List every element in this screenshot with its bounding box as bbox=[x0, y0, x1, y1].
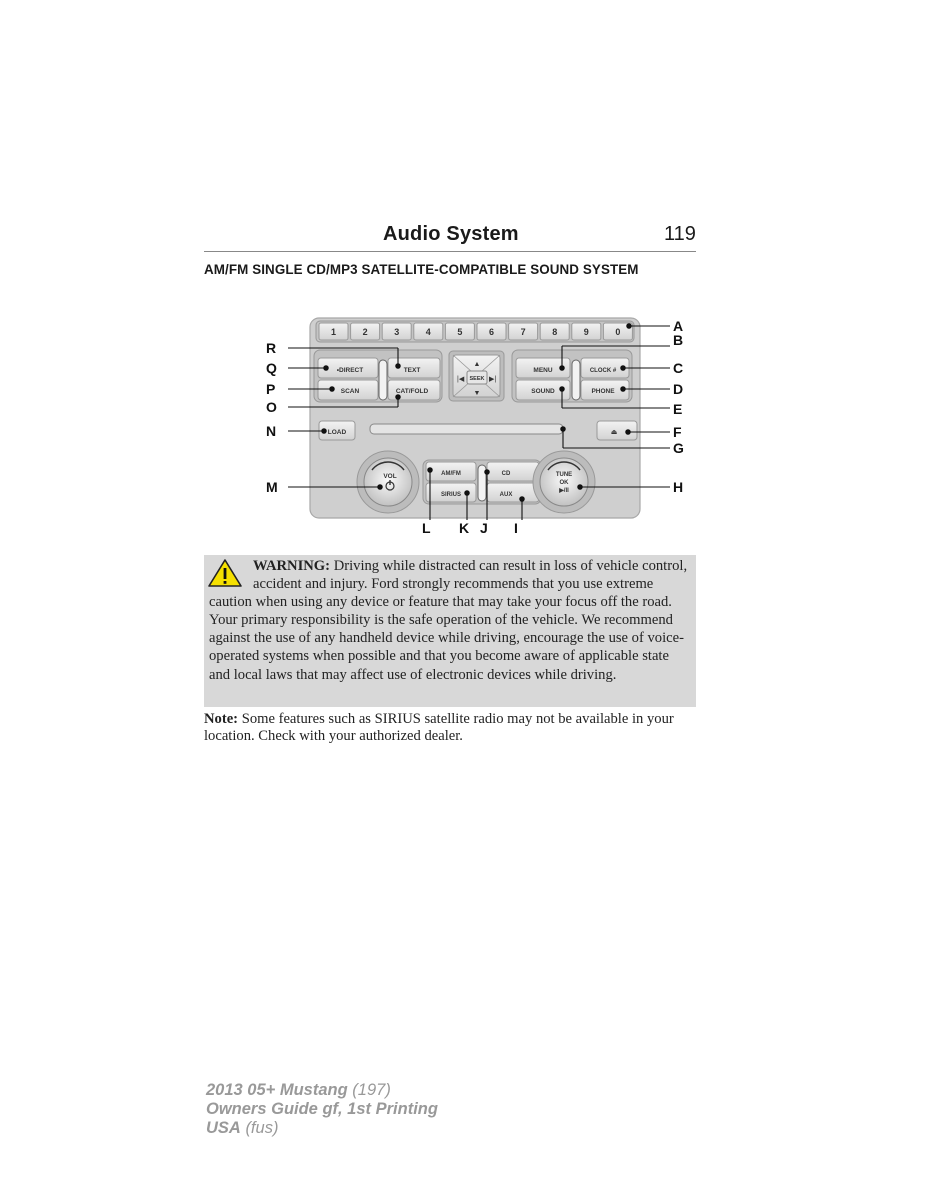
text-label: TEXT bbox=[403, 367, 421, 374]
callout-o: O bbox=[266, 399, 277, 415]
vol-label: VOL bbox=[383, 473, 397, 480]
aux-button bbox=[487, 483, 539, 502]
callout-e: E bbox=[673, 401, 683, 417]
seek-up-icon: ▲ bbox=[473, 361, 481, 368]
note-paragraph bbox=[204, 711, 696, 744]
footer-model-code: (197) bbox=[352, 1081, 391, 1099]
section-heading: AM/FM SINGLE CD/MP3 SATELLITE-COMPATIBLE SOUND SYSTEM bbox=[204, 262, 639, 277]
warning-triangle-icon bbox=[207, 558, 243, 588]
left-rocker bbox=[379, 360, 387, 400]
callout-q: Q bbox=[266, 360, 277, 376]
callout-n: N bbox=[266, 423, 277, 439]
amfm-label: AM/FM bbox=[441, 471, 461, 477]
preset-label-7: 7 bbox=[520, 327, 526, 337]
preset-label-5: 5 bbox=[457, 327, 463, 337]
callout-f: F bbox=[673, 424, 682, 440]
callout-b: B bbox=[673, 332, 684, 348]
footer-line-3 bbox=[206, 1119, 278, 1138]
footer-model: 2013 05+ Mustang bbox=[206, 1081, 348, 1099]
preset-label-0: 0 bbox=[615, 327, 621, 337]
ok-label: OK bbox=[559, 480, 569, 486]
footer-line-2 bbox=[206, 1100, 438, 1119]
callout-l: L bbox=[422, 520, 431, 536]
load-label: LOAD bbox=[327, 429, 347, 436]
seek-label: SEEK bbox=[469, 376, 485, 382]
aux-label: AUX bbox=[499, 492, 513, 498]
cd-slot bbox=[370, 424, 563, 434]
footer-line-1 bbox=[206, 1081, 391, 1100]
tune-label: TUNE bbox=[555, 472, 573, 478]
header-divider bbox=[204, 251, 696, 252]
seek-next-icon: ▶| bbox=[489, 376, 497, 383]
preset-label-3: 3 bbox=[394, 327, 400, 337]
footer-market-code: (fus) bbox=[245, 1119, 279, 1137]
preset-label-6: 6 bbox=[488, 327, 495, 337]
footer-market: USA bbox=[206, 1119, 241, 1137]
clock-label: CLOCK # bbox=[589, 368, 617, 374]
note-label: Note: bbox=[204, 711, 239, 727]
callout-k: K bbox=[459, 520, 470, 536]
scan-label: SCAN bbox=[340, 388, 360, 395]
callout-a: A bbox=[673, 318, 684, 334]
sirius-label: SIRIUS bbox=[440, 492, 462, 498]
phone-label: PHONE bbox=[591, 388, 615, 395]
callout-m: M bbox=[266, 479, 278, 495]
callout-r: R bbox=[266, 340, 277, 356]
warning-body: Driving while distracted can result in loss of vehicle control, accident and injury. Ford strongly recommends that you use extreme caution when using any device or feature that may take your focus off the road. Your primary responsibility is the safe operation of the vehicle. We recommend against the use of any handheld device while driving, encourage the use of voice-operated systems when possible and that you become aware of applicable state and local laws that may affect use of electronic devices while driving. bbox=[209, 558, 688, 683]
callout-g: G bbox=[673, 440, 684, 456]
audio-panel-diagram bbox=[260, 315, 690, 540]
preset-label-2: 2 bbox=[362, 327, 368, 337]
right-rocker bbox=[572, 360, 580, 400]
warning-box bbox=[204, 555, 696, 707]
note-body: Some features such as SIRIUS satellite radio may not be available in your location. Check with your authorized dealer. bbox=[204, 711, 674, 744]
sound-label: SOUND bbox=[531, 388, 555, 395]
warning-label: WARNING: bbox=[253, 558, 331, 574]
catfold-label: CAT/FOLD bbox=[395, 388, 429, 395]
eject-icon: ⏏ bbox=[610, 429, 618, 436]
callout-p: P bbox=[266, 381, 276, 397]
direct-label: •DIRECT bbox=[336, 367, 364, 374]
menu-label: MENU bbox=[533, 367, 553, 374]
preset-label-9: 9 bbox=[583, 327, 589, 337]
callout-j: J bbox=[480, 520, 488, 536]
cd-label: CD bbox=[501, 471, 511, 477]
footer-guide: Owners Guide gf, 1st Printing bbox=[206, 1100, 438, 1118]
preset-label-1: 1 bbox=[330, 327, 337, 337]
seek-down-icon: ▼ bbox=[473, 390, 481, 397]
seek-prev-icon: |◀ bbox=[457, 376, 465, 383]
callout-d: D bbox=[673, 381, 684, 397]
preset-label-4: 4 bbox=[425, 327, 431, 337]
preset-label-8: 8 bbox=[552, 327, 558, 337]
callout-h: H bbox=[673, 479, 684, 495]
callout-i: I bbox=[514, 520, 518, 536]
callout-c: C bbox=[673, 360, 684, 376]
page-number: 119 bbox=[664, 223, 696, 245]
play-pause-label: ▶/II bbox=[559, 488, 569, 494]
page-title: Audio System bbox=[383, 223, 519, 245]
cd-button bbox=[487, 462, 539, 481]
